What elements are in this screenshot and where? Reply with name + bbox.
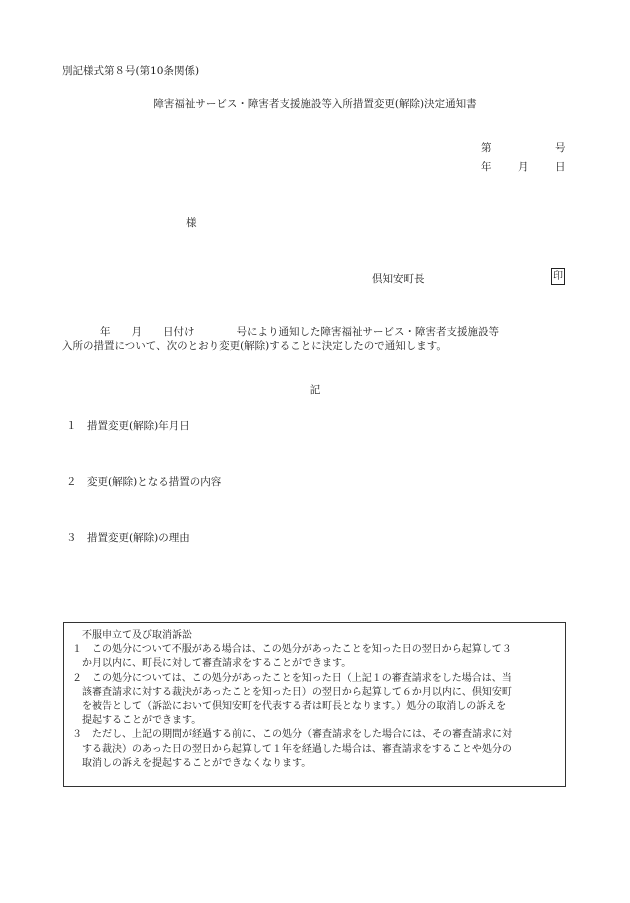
appeal-notice-heading: 不服申立て及び取消訴訟	[82, 630, 192, 641]
notice-line: 提起することができます。	[72, 715, 202, 727]
notice-line: 該審査請求に対する裁決があったことを知った日）の翌日から起算して６か月以内に、倶知安町	[72, 686, 512, 698]
body-paragraph	[62, 325, 582, 353]
item-label: 措置変更(解除)の理由	[87, 532, 190, 544]
body-line: 入所の措置について、次のとおり変更(解除)することに決定したので通知します。	[62, 340, 447, 353]
date-day: 日	[555, 161, 566, 173]
body-line: 年 月 日付け 号により通知した障害福祉サービス・障害者支援施設等	[100, 326, 499, 338]
document-title: 障害福祉サービス・障害者支援施設等入所措置変更(解除)決定通知書	[153, 98, 477, 110]
form-label: 別記様式第８号(第10条関係)	[62, 65, 200, 77]
appeal-notice-box	[63, 622, 566, 787]
notice-line: １ この処分について不服がある場合は、この処分があったことを知った日の翌日から起算して３	[72, 644, 512, 656]
ki-marker: 記	[309, 384, 321, 396]
notice-line: を被告として（訴訟において倶知安町を代表する者は町長となります。）処分の取消しの訴えを	[72, 700, 507, 712]
notice-line: する裁決）のあった日の翌日から起算して１年を経過した場合は、審査請求をすることや処分の	[72, 743, 512, 755]
item-label: 変更(解除)となる措置の内容	[87, 476, 222, 488]
notice-line: 取消しの訴えを提起することができなくなります。	[72, 757, 312, 769]
date-month: 月	[518, 161, 529, 173]
item-number: １	[66, 420, 77, 432]
doc-number-prefix: 第	[481, 142, 492, 154]
notice-line: か月以内に、町長に対して審査請求をすることができます。	[72, 658, 352, 670]
issuer-name: 倶知安町長	[372, 273, 425, 285]
notice-line: ２ この処分については、この処分があったことを知った日（上記１の審査請求をした場合は、当	[72, 672, 512, 684]
date-year: 年	[481, 161, 492, 173]
addressee-honorific: 様	[186, 217, 197, 229]
item-2	[66, 475, 221, 489]
item-label: 措置変更(解除)年月日	[87, 420, 190, 432]
item-number: ２	[66, 476, 77, 488]
item-number: ３	[66, 532, 77, 544]
doc-number-suffix: 号	[555, 142, 566, 154]
seal-stamp: 印	[551, 268, 565, 285]
item-3	[66, 531, 190, 545]
item-1	[66, 419, 190, 433]
notice-line: ３ ただし、上記の期間が経過する前に、この処分（審査請求をした場合には、その審査請求に対	[72, 729, 512, 741]
